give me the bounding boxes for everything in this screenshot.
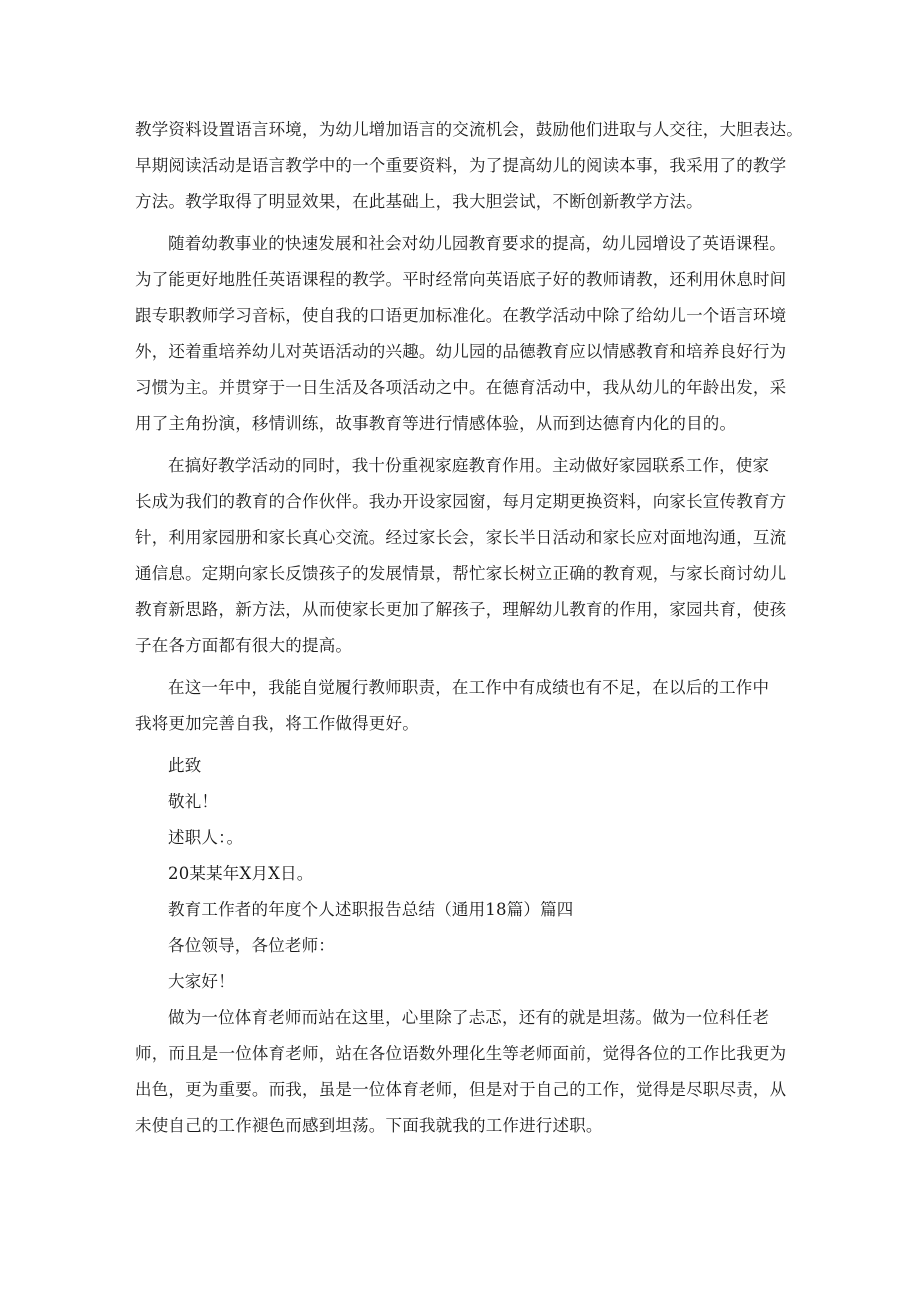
paragraph-line: 跟专职教师学习音标，使自我的口语更加标准化。在教学活动中除了给幼儿一个语言环境	[135, 306, 787, 325]
paragraph-line: 通信息。定期向家长反馈孩子的发展情景，帮忙家长树立正确的教育观，与家长商讨幼儿	[135, 564, 787, 583]
document-body	[135, 112, 803, 1144]
paragraph-line: 在这一年中，我能自觉履行教师职责，在工作中有成绩也有不足，在以后的工作中	[168, 678, 770, 697]
paragraph-line: 做为一位体育老师而站在这里，心里除了忐忑，还有的就是坦荡。做为一位科任老	[168, 1008, 770, 1027]
paragraph-line: 早期阅读活动是语言教学中的一个重要资料，为了提高幼儿的阅读本事，我采用了的教学	[135, 156, 787, 175]
paragraph-line: 教育新思路，新方法，从而使家长更加了解孩子，理解幼儿教育的作用，家园共育，使孩	[135, 600, 787, 619]
paragraph-line: 长成为我们的教育的合作伙伴。我办开设家园窗，每月定期更换资料，向家长宣传教育方	[135, 492, 787, 511]
paragraph-line: 方法。教学取得了明显效果，在此基础上，我大胆尝试，不断创新教学方法。	[135, 192, 703, 211]
date-line: 20某某年X月X日。	[168, 864, 314, 883]
salutation-line: 敬礼！	[168, 792, 219, 811]
paragraph-line: 未使自己的工作褪色而感到坦荡。下面我就我的工作进行述职。	[135, 1116, 603, 1135]
paragraph-line: 为了能更好地胜任英语课程的教学。平时经常向英语底子好的教师请教，还利用休息时间	[135, 270, 787, 289]
paragraph-line: 针，利用家园册和家长真心交流。经过家长会，家长半日活动和家长应对面地沟通，互流	[135, 528, 787, 547]
paragraph-line: 出色，更为重要。而我，虽是一位体育老师，但是对于自己的工作，觉得是尽职尽责，从	[135, 1080, 787, 1099]
paragraph-line: 用了主角扮演，移情训练，故事教育等进行情感体验，从而到达德育内化的目的。	[135, 414, 737, 433]
paragraph-line: 习惯为主。并贯穿于一日生活及各项活动之中。在德育活动中，我从幼儿的年龄出发，采	[135, 378, 787, 397]
greeting-line: 大家好！	[168, 972, 235, 991]
paragraph-line: 外，还着重培养幼儿对英语活动的兴趣。幼儿园的品德教育应以情感教育和培养良好行为	[135, 342, 787, 361]
paragraph-line: 在搞好教学活动的同时，我十份重视家庭教育作用。主动做好家园联系工作，使家	[168, 456, 770, 475]
paragraph-line: 我将更加完善自我，将工作做得更好。	[135, 714, 419, 733]
section-heading: 教育工作者的年度个人述职报告总结（通用18篇）篇四	[168, 900, 574, 919]
paragraph-line: 随着幼教事业的快速发展和社会对幼儿园教育要求的提高，幼儿园增设了英语课程。	[168, 234, 786, 253]
paragraph-line: 师，而且是一位体育老师，站在各位语数外理化生等老师面前，觉得各位的工作比我更为	[135, 1044, 787, 1063]
paragraph-line: 教学资料设置语言环境，为幼儿增加语言的交流机会，鼓励他们进取与人交往，大胆表达。	[135, 120, 803, 139]
signature-line: 述职人：。	[168, 828, 244, 847]
closing-line: 此致	[168, 756, 202, 775]
paragraph-line: 子在各方面都有很大的提高。	[135, 636, 353, 655]
greeting-line: 各位领导，各位老师：	[168, 936, 335, 955]
